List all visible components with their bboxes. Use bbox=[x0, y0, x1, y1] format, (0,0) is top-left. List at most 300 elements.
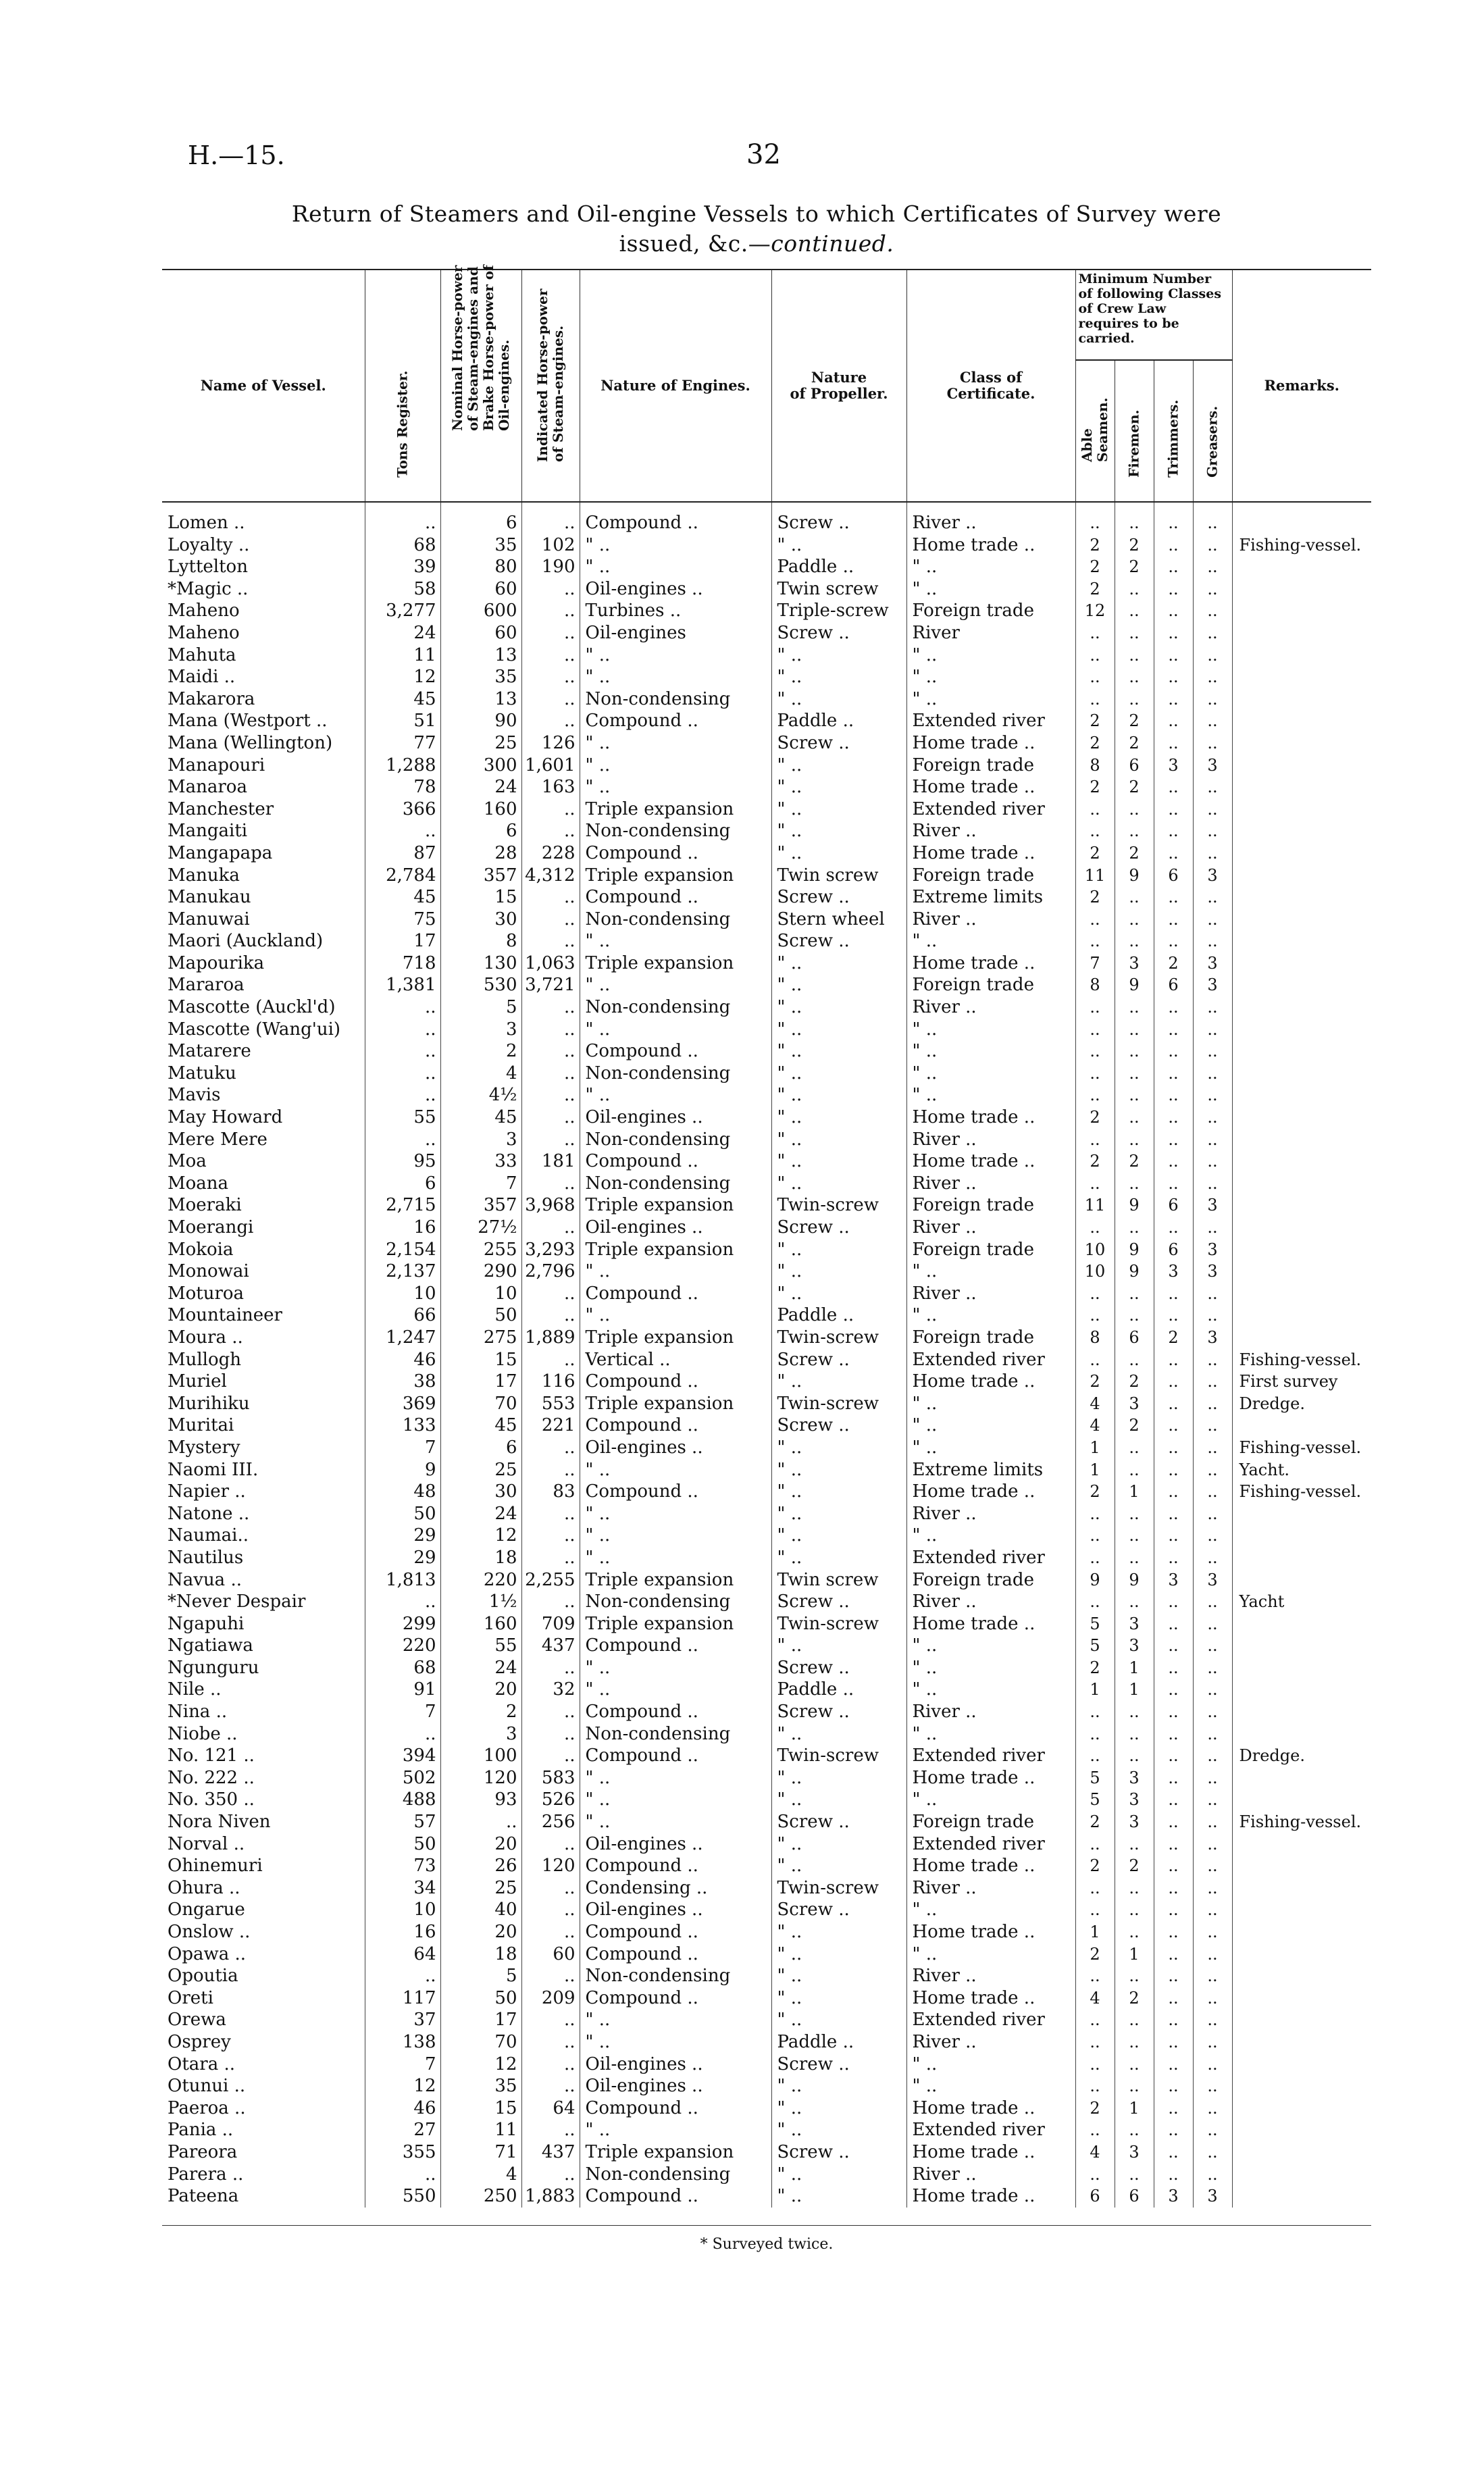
firemen-cell: .. bbox=[1115, 1965, 1154, 1987]
tons-register-cell: 550 bbox=[365, 2185, 440, 2208]
vessel-name-cell: Maidi .. bbox=[162, 666, 365, 688]
propeller-type-cell: " .. bbox=[771, 644, 906, 667]
table-row bbox=[162, 1745, 1371, 1767]
able-seamen-cell: .. bbox=[1075, 1965, 1115, 1987]
nominal-hp-cell: 250 bbox=[440, 2185, 521, 2208]
table-row bbox=[162, 1679, 1371, 1701]
able-seamen-cell: 6 bbox=[1075, 2185, 1115, 2208]
greasers-cell: .. bbox=[1193, 1040, 1232, 1063]
trimmers-cell: .. bbox=[1154, 1481, 1193, 1503]
firemen-cell: .. bbox=[1115, 1283, 1154, 1305]
firemen-cell: 2 bbox=[1115, 1414, 1154, 1437]
vessel-name-cell: Manukau bbox=[162, 886, 365, 909]
certificate-class-cell: " .. bbox=[906, 1084, 1075, 1106]
greasers-cell: 3 bbox=[1193, 974, 1232, 996]
tons-register-cell: 91 bbox=[365, 1679, 440, 1701]
indicated-hp-cell: .. bbox=[521, 1084, 580, 1106]
indicated-hp-cell: .. bbox=[521, 1063, 580, 1085]
firemen-cell: .. bbox=[1115, 798, 1154, 821]
vessel-name-cell: Mere Mere bbox=[162, 1129, 365, 1151]
remarks-cell bbox=[1232, 666, 1371, 688]
engine-type-cell: Compound .. bbox=[580, 2097, 771, 2120]
engine-type-cell: Compound .. bbox=[580, 2185, 771, 2208]
tons-register-cell: 34 bbox=[365, 1877, 440, 1900]
engine-type-cell: " .. bbox=[580, 1260, 771, 1283]
engine-type-cell: Non-condensing bbox=[580, 996, 771, 1019]
firemen-cell: 2 bbox=[1115, 732, 1154, 755]
indicated-hp-cell: .. bbox=[521, 1723, 580, 1745]
vessel-name-cell: Moana bbox=[162, 1173, 365, 1195]
indicated-hp-cell: 64 bbox=[521, 2097, 580, 2120]
certificate-class-cell: Home trade .. bbox=[906, 534, 1075, 557]
trimmers-cell: .. bbox=[1154, 1723, 1193, 1745]
remarks-cell bbox=[1232, 909, 1371, 931]
propeller-type-cell: Twin-screw bbox=[771, 1393, 906, 1415]
firemen-cell: 3 bbox=[1115, 2141, 1154, 2164]
able-seamen-cell: .. bbox=[1075, 1525, 1115, 1547]
able-seamen-cell: 4 bbox=[1075, 1393, 1115, 1415]
nominal-hp-cell: 27½ bbox=[440, 1217, 521, 1239]
tons-register-cell: 75 bbox=[365, 909, 440, 931]
vessel-name-cell: Matuku bbox=[162, 1063, 365, 1085]
vessel-name-cell: Manaroa bbox=[162, 776, 365, 798]
trimmers-cell: .. bbox=[1154, 1437, 1193, 1459]
engine-type-cell: " .. bbox=[580, 644, 771, 667]
able-seamen-cell: 4 bbox=[1075, 2141, 1115, 2164]
col-header-able-seamen bbox=[1075, 360, 1115, 502]
engine-type-cell: Compound .. bbox=[580, 1414, 771, 1437]
propeller-type-cell: " .. bbox=[771, 2097, 906, 2120]
propeller-type-cell: " .. bbox=[771, 1525, 906, 1547]
tons-register-cell: .. bbox=[365, 1019, 440, 1041]
engine-type-cell: " .. bbox=[580, 2009, 771, 2031]
engine-type-cell: Oil-engines .. bbox=[580, 1833, 771, 1856]
propeller-type-cell: Paddle .. bbox=[771, 556, 906, 578]
indicated-hp-cell: .. bbox=[521, 622, 580, 644]
firemen-cell: .. bbox=[1115, 688, 1154, 711]
table-row bbox=[162, 502, 1371, 534]
tons-register-cell: 1,247 bbox=[365, 1327, 440, 1349]
nominal-hp-cell: 5 bbox=[440, 1965, 521, 1987]
trimmers-cell: .. bbox=[1154, 1679, 1193, 1701]
tons-register-cell: .. bbox=[365, 1084, 440, 1106]
able-seamen-cell: 12 bbox=[1075, 600, 1115, 622]
vessel-name-cell: Maheno bbox=[162, 600, 365, 622]
tons-register-cell: 37 bbox=[365, 2009, 440, 2031]
tons-register-cell: 12 bbox=[365, 2075, 440, 2097]
vessel-name-cell: Opawa .. bbox=[162, 1943, 365, 1966]
able-seamen-cell: 2 bbox=[1075, 1481, 1115, 1503]
tons-register-cell: 29 bbox=[365, 1547, 440, 1569]
engine-type-cell: Compound .. bbox=[580, 1040, 771, 1063]
engine-type-cell: Oil-engines .. bbox=[580, 1437, 771, 1459]
firemen-cell: 9 bbox=[1115, 974, 1154, 996]
trimmers-cell: .. bbox=[1154, 1414, 1193, 1437]
trimmers-cell: 6 bbox=[1154, 974, 1193, 996]
remarks-cell bbox=[1232, 930, 1371, 952]
greasers-cell: .. bbox=[1193, 1304, 1232, 1327]
nominal-hp-cell: 30 bbox=[440, 909, 521, 931]
greasers-cell: .. bbox=[1193, 1283, 1232, 1305]
greasers-cell: .. bbox=[1193, 600, 1232, 622]
tons-register-cell: 10 bbox=[365, 1283, 440, 1305]
greasers-cell: .. bbox=[1193, 909, 1232, 931]
engine-type-cell: Compound .. bbox=[580, 1283, 771, 1305]
firemen-cell: 9 bbox=[1115, 865, 1154, 887]
nominal-hp-line-3: Brake Horse-power of bbox=[480, 265, 496, 431]
firemen-cell: 3 bbox=[1115, 1613, 1154, 1635]
indicated-hp-cell: 190 bbox=[521, 556, 580, 578]
firemen-cell: 3 bbox=[1115, 1635, 1154, 1657]
indicated-hp-cell: 437 bbox=[521, 1635, 580, 1657]
remarks-cell bbox=[1232, 1547, 1371, 1569]
propeller-type-cell: " .. bbox=[771, 688, 906, 711]
remarks-cell bbox=[1232, 1304, 1371, 1327]
firemen-cell: 1 bbox=[1115, 1943, 1154, 1966]
indicated-hp-cell: .. bbox=[521, 1591, 580, 1613]
propeller-type-cell: " .. bbox=[771, 755, 906, 777]
indicated-hp-cell: 221 bbox=[521, 1414, 580, 1437]
table-row bbox=[162, 1833, 1371, 1856]
certificate-class-cell: River .. bbox=[906, 2031, 1075, 2054]
nominal-hp-cell: 20 bbox=[440, 1679, 521, 1701]
firemen-cell: .. bbox=[1115, 2054, 1154, 2076]
table-row bbox=[162, 1063, 1371, 1085]
indicated-hp-cell: .. bbox=[521, 1437, 580, 1459]
trimmers-cell: .. bbox=[1154, 820, 1193, 842]
table-row bbox=[162, 2075, 1371, 2097]
able-seamen-cell: .. bbox=[1075, 1503, 1115, 1525]
nominal-hp-cell: 25 bbox=[440, 1877, 521, 1900]
indicated-hp-cell: 709 bbox=[521, 1613, 580, 1635]
engine-type-cell: " .. bbox=[580, 1679, 771, 1701]
nominal-hp-cell: 24 bbox=[440, 1657, 521, 1679]
nominal-hp-cell: 4 bbox=[440, 2164, 521, 2186]
table-row bbox=[162, 1899, 1371, 1921]
certificate-class-cell: " .. bbox=[906, 930, 1075, 952]
certificate-class-cell: Foreign trade bbox=[906, 1239, 1075, 1261]
propeller-type-cell: " .. bbox=[771, 1833, 906, 1856]
firemen-cell: .. bbox=[1115, 1877, 1154, 1900]
vessel-name-cell: Manuwai bbox=[162, 909, 365, 931]
remarks-cell: Fishing-vessel. bbox=[1239, 1812, 1362, 1832]
able-seamen-cell: .. bbox=[1075, 996, 1115, 1019]
document-title bbox=[169, 199, 1344, 259]
propeller-type-cell: " .. bbox=[771, 534, 906, 557]
propeller-type-cell: Twin-screw bbox=[771, 1327, 906, 1349]
engine-type-cell: Oil-engines .. bbox=[580, 1217, 771, 1239]
able-seamen-cell: .. bbox=[1075, 1701, 1115, 1723]
able-seamen-cell: 5 bbox=[1075, 1635, 1115, 1657]
tons-register-cell: .. bbox=[365, 1040, 440, 1063]
vessel-name-cell: Mokoia bbox=[162, 1239, 365, 1261]
table-row bbox=[162, 1194, 1371, 1217]
certificates-table bbox=[162, 265, 1371, 2208]
greasers-cell: .. bbox=[1193, 1063, 1232, 1085]
nominal-hp-cell: .. bbox=[440, 1811, 521, 1833]
indicated-hp-cell: .. bbox=[521, 688, 580, 711]
certificate-class-cell: River .. bbox=[906, 1591, 1075, 1613]
certificate-class-cell: " .. bbox=[906, 1899, 1075, 1921]
certificate-class-cell: " .. bbox=[906, 644, 1075, 667]
indicated-hp-cell: .. bbox=[521, 2009, 580, 2031]
trimmers-cell: .. bbox=[1154, 2009, 1193, 2031]
propeller-type-cell: " .. bbox=[771, 2009, 906, 2031]
engine-type-cell: Non-condensing bbox=[580, 1965, 771, 1987]
nominal-hp-cell: 357 bbox=[440, 1194, 521, 1217]
vessel-name-cell: No. 222 .. bbox=[162, 1767, 365, 1789]
trimmers-cell: .. bbox=[1154, 1965, 1193, 1987]
firemen-cell: 9 bbox=[1115, 1260, 1154, 1283]
firemen-cell: 2 bbox=[1115, 1987, 1154, 2010]
propeller-type-cell: " .. bbox=[771, 1459, 906, 1481]
engine-type-cell: Triple expansion bbox=[580, 1569, 771, 1591]
certificate-class-cell: Home trade .. bbox=[906, 1106, 1075, 1129]
certificate-class-cell: Home trade .. bbox=[906, 1987, 1075, 2010]
remarks-cell: Yacht. bbox=[1239, 1460, 1289, 1479]
firemen-cell: .. bbox=[1115, 1459, 1154, 1481]
nominal-hp-cell: 600 bbox=[440, 600, 521, 622]
table-row bbox=[162, 1943, 1371, 1966]
propeller-type-cell: " .. bbox=[771, 1481, 906, 1503]
nominal-hp-cell: 35 bbox=[440, 666, 521, 688]
trimmers-cell: .. bbox=[1154, 1745, 1193, 1767]
able-seamen-cell: 2 bbox=[1075, 578, 1115, 601]
certificate-class-cell: Extended river bbox=[906, 1745, 1075, 1767]
nominal-hp-cell: 25 bbox=[440, 732, 521, 755]
tons-register-cell: 6 bbox=[365, 1173, 440, 1195]
able-seamen-cell: .. bbox=[1075, 2054, 1115, 2076]
indicated-hp-cell: .. bbox=[521, 1349, 580, 1371]
greasers-cell: .. bbox=[1193, 1481, 1232, 1503]
propeller-type-cell: Screw .. bbox=[771, 930, 906, 952]
indicated-hp-cell: .. bbox=[521, 1833, 580, 1856]
indicated-hp-cell: 2,255 bbox=[521, 1569, 580, 1591]
vessel-name-cell: Natone .. bbox=[162, 1503, 365, 1525]
greasers-cell: .. bbox=[1193, 732, 1232, 755]
greasers-cell: .. bbox=[1193, 1371, 1232, 1393]
table-row bbox=[162, 930, 1371, 952]
col-header-remarks: Remarks. bbox=[1232, 270, 1371, 502]
trimmers-cell: .. bbox=[1154, 1129, 1193, 1151]
tons-register-cell: 46 bbox=[365, 1349, 440, 1371]
greasers-cell: .. bbox=[1193, 1525, 1232, 1547]
trimmers-cell: .. bbox=[1154, 534, 1193, 557]
engine-type-cell: Oil-engines .. bbox=[580, 1899, 771, 1921]
tons-register-cell: 2,154 bbox=[365, 1239, 440, 1261]
certificate-class-cell: Extended river bbox=[906, 798, 1075, 821]
tons-register-cell: 12 bbox=[365, 666, 440, 688]
indicated-hp-cell: 228 bbox=[521, 842, 580, 865]
indicated-hp-cell: .. bbox=[521, 1173, 580, 1195]
greasers-cell: 3 bbox=[1193, 1194, 1232, 1217]
able-seamen-cell: 11 bbox=[1075, 1194, 1115, 1217]
greasers-cell: .. bbox=[1193, 2075, 1232, 2097]
able-seamen-cell: .. bbox=[1075, 688, 1115, 711]
remarks-cell bbox=[1232, 1789, 1371, 1811]
certificate-class-cell: Foreign trade bbox=[906, 1811, 1075, 1833]
vessel-name-cell: Niobe .. bbox=[162, 1723, 365, 1745]
certificate-class-cell: " .. bbox=[906, 1019, 1075, 1041]
indicated-hp-cell: .. bbox=[521, 644, 580, 667]
nominal-hp-cell: 3 bbox=[440, 1129, 521, 1151]
vessel-name-cell: Pateena bbox=[162, 2185, 365, 2208]
vessel-name-cell: Ohura .. bbox=[162, 1877, 365, 1900]
vessel-name-cell: Moura .. bbox=[162, 1327, 365, 1349]
propeller-type-cell: " .. bbox=[771, 1855, 906, 1877]
engine-type-cell: Oil-engines .. bbox=[580, 578, 771, 601]
engine-type-cell: Non-condensing bbox=[580, 909, 771, 931]
trimmers-cell: .. bbox=[1154, 1635, 1193, 1657]
indicated-hp-cell: .. bbox=[521, 1129, 580, 1151]
title-line-2-text: issued, &c.— bbox=[619, 230, 771, 257]
certificate-class-cell: " .. bbox=[906, 1063, 1075, 1085]
able-seamen-cell: 9 bbox=[1075, 1569, 1115, 1591]
propeller-type-cell: Screw .. bbox=[771, 1591, 906, 1613]
certificate-class-cell: Extended river bbox=[906, 710, 1075, 732]
firemen-cell: .. bbox=[1115, 1106, 1154, 1129]
nominal-hp-cell: 15 bbox=[440, 2097, 521, 2120]
firemen-cell: .. bbox=[1115, 2164, 1154, 2186]
table-row bbox=[162, 622, 1371, 644]
indicated-hp-cell: 3,721 bbox=[521, 974, 580, 996]
tons-register-cell: 68 bbox=[365, 534, 440, 557]
table-row bbox=[162, 2164, 1371, 2186]
indicated-hp-cell: 209 bbox=[521, 1987, 580, 2010]
engine-type-cell: Condensing .. bbox=[580, 1877, 771, 1900]
table-row bbox=[162, 1965, 1371, 1987]
firemen-cell: 1 bbox=[1115, 2097, 1154, 2120]
table-row bbox=[162, 2054, 1371, 2076]
able-seamen-cell: .. bbox=[1075, 2164, 1115, 2186]
greasers-cell: .. bbox=[1193, 2031, 1232, 2054]
table-row bbox=[162, 776, 1371, 798]
table-row bbox=[162, 1283, 1371, 1305]
trimmers-cell: .. bbox=[1154, 732, 1193, 755]
table-row bbox=[162, 644, 1371, 667]
nominal-hp-cell: 30 bbox=[440, 1481, 521, 1503]
indicated-hp-cell: .. bbox=[521, 1745, 580, 1767]
indicated-hp-cell: .. bbox=[521, 930, 580, 952]
engine-type-cell: Vertical .. bbox=[580, 1349, 771, 1371]
remarks-cell bbox=[1232, 952, 1371, 975]
vessel-name-cell: Oreti bbox=[162, 1987, 365, 2010]
firemen-cell: .. bbox=[1115, 502, 1154, 534]
table-row bbox=[162, 710, 1371, 732]
tons-register-cell: 11 bbox=[365, 644, 440, 667]
firemen-cell: .. bbox=[1115, 1063, 1154, 1085]
tons-register-cell: .. bbox=[365, 502, 440, 534]
propeller-type-cell: " .. bbox=[771, 1150, 906, 1173]
certificate-class-cell: " .. bbox=[906, 556, 1075, 578]
table-row bbox=[162, 1019, 1371, 1041]
vessel-name-cell: Nile .. bbox=[162, 1679, 365, 1701]
propeller-line-1: Nature bbox=[811, 369, 867, 386]
vessel-name-cell: Ngunguru bbox=[162, 1657, 365, 1679]
firemen-cell: 3 bbox=[1115, 1811, 1154, 1833]
nominal-hp-cell: 1½ bbox=[440, 1591, 521, 1613]
col-header-indicated-hp-text bbox=[535, 289, 566, 462]
able-seamen-cell: .. bbox=[1075, 1591, 1115, 1613]
col-header-crew: Minimum Number of following Classes of Crew Law requires to be carried. bbox=[1075, 270, 1232, 360]
nominal-hp-cell: 18 bbox=[440, 1547, 521, 1569]
greasers-cell: .. bbox=[1193, 1173, 1232, 1195]
nominal-hp-cell: 120 bbox=[440, 1767, 521, 1789]
remarks-cell bbox=[1232, 1987, 1371, 2010]
greasers-cell: .. bbox=[1193, 1217, 1232, 1239]
certificate-class-cell: River .. bbox=[906, 909, 1075, 931]
greasers-cell: .. bbox=[1193, 1679, 1232, 1701]
engine-type-cell: " .. bbox=[580, 1459, 771, 1481]
greasers-cell: .. bbox=[1193, 1393, 1232, 1415]
greasers-cell: .. bbox=[1193, 2141, 1232, 2164]
propeller-type-cell: Twin-screw bbox=[771, 1745, 906, 1767]
firemen-cell: 6 bbox=[1115, 755, 1154, 777]
table-row bbox=[162, 1481, 1371, 1503]
nominal-hp-cell: 6 bbox=[440, 1437, 521, 1459]
vessel-name-cell: Manchester bbox=[162, 798, 365, 821]
indicated-hp-cell: .. bbox=[521, 2119, 580, 2141]
title-continued: continued. bbox=[771, 230, 894, 257]
able-seamen-cell: .. bbox=[1075, 1084, 1115, 1106]
indicated-hp-cell: .. bbox=[521, 1965, 580, 1987]
able-seamen-text bbox=[1079, 397, 1110, 462]
greasers-cell: .. bbox=[1193, 1019, 1232, 1041]
certificate-class-cell: Foreign trade bbox=[906, 1194, 1075, 1217]
firemen-cell: .. bbox=[1115, 886, 1154, 909]
table-row bbox=[162, 1921, 1371, 1943]
tons-register-cell: 7 bbox=[365, 2054, 440, 2076]
propeller-type-cell: Screw .. bbox=[771, 732, 906, 755]
engine-type-cell: " .. bbox=[580, 1019, 771, 1041]
trimmers-cell: .. bbox=[1154, 2141, 1193, 2164]
trimmers-cell: .. bbox=[1154, 1833, 1193, 1856]
table-row bbox=[162, 666, 1371, 688]
table-row bbox=[162, 1767, 1371, 1789]
certificate-class-cell: River .. bbox=[906, 2164, 1075, 2186]
greasers-cell: .. bbox=[1193, 1855, 1232, 1877]
remarks-cell: Fishing-vessel. bbox=[1239, 1482, 1362, 1502]
tons-register-cell: .. bbox=[365, 1723, 440, 1745]
remarks-cell bbox=[1232, 776, 1371, 798]
remarks-cell bbox=[1232, 1260, 1371, 1283]
able-seamen-cell: .. bbox=[1075, 1063, 1115, 1085]
able-seamen-cell: 1 bbox=[1075, 1921, 1115, 1943]
propeller-type-cell: " .. bbox=[771, 1019, 906, 1041]
trimmers-cell: .. bbox=[1154, 996, 1193, 1019]
table-row bbox=[162, 1877, 1371, 1900]
certificate-class-cell: Home trade .. bbox=[906, 1481, 1075, 1503]
indicated-hp-cell: 102 bbox=[521, 534, 580, 557]
col-header-propeller bbox=[771, 270, 906, 502]
trimmers-cell: .. bbox=[1154, 842, 1193, 865]
remarks-cell bbox=[1232, 502, 1371, 534]
greasers-cell: .. bbox=[1193, 1106, 1232, 1129]
indicated-hp-cell: .. bbox=[521, 1899, 580, 1921]
vessel-name-cell: No. 121 .. bbox=[162, 1745, 365, 1767]
firemen-cell: .. bbox=[1115, 1349, 1154, 1371]
trimmers-cell: .. bbox=[1154, 2031, 1193, 2054]
trimmers-cell: 2 bbox=[1154, 952, 1193, 975]
indicated-hp-cell: .. bbox=[521, 2164, 580, 2186]
remarks-cell bbox=[1232, 1877, 1371, 1900]
tons-register-cell: 2,715 bbox=[365, 1194, 440, 1217]
greasers-cell: .. bbox=[1193, 2054, 1232, 2076]
indicated-hp-cell: .. bbox=[521, 1040, 580, 1063]
engine-type-cell: Compound .. bbox=[580, 1855, 771, 1877]
remarks-cell bbox=[1232, 886, 1371, 909]
trimmers-cell: .. bbox=[1154, 1106, 1193, 1129]
